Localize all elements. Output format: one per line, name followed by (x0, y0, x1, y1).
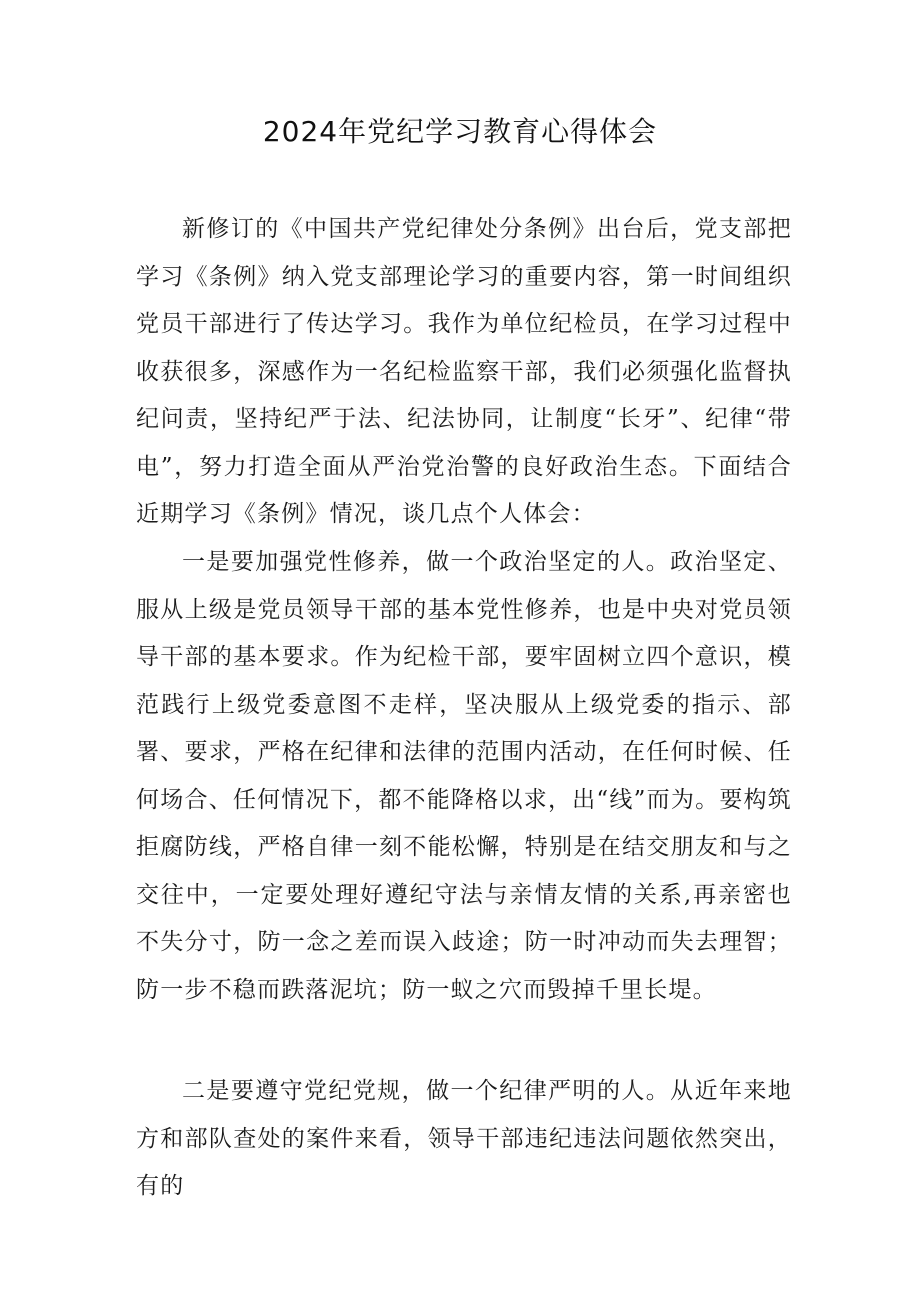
paragraph-point-two: 二是要遵守党纪党规，做一个纪律严明的人。从近年来地方和部队查处的案件来看，领导干部违纪违法问题依然突出，有的 (136, 1078, 792, 1199)
paragraph-intro: 新修订的《中国共产党纪律处分条例》出台后，党支部把学习《条例》纳入党支部理论学习的重要内容，第一时间组织党员干部进行了传达学习。我作为单位纪检员，在学习过程中收获很多，深感作为一名纪检监察干部，我们必须强化监督执纪问责，坚持纪严于法、纪法协同，让制度“长牙”、纪律“带电”，努力打造全面从严治党治警的良好政治生态。下面结合近期学习《条例》情况，谈几点个人体会： (136, 216, 792, 527)
document-title: 2024年党纪学习教育心得体会 (262, 115, 658, 148)
paragraph-point-one: 一是要加强党性修养，做一个政治坚定的人。政治坚定、服从上级是党员领导干部的基本党性修养，也是中央对党员领导干部的基本要求。作为纪检干部，要牢固树立四个意识，模范践行上级党委意图不走样，坚决服从上级党委的指示、部署、要求，严格在纪律和法律的范围内活动，在任何时候、任何场合、任何情况下，都不能降格以求，出“线”而为。要构筑拒腐防线，严格自律一刻不能松懈，特别是在结交朋友和与之交往中，一定要处理好遵纪守法与亲情友情的关系,再亲密也不失分寸，防一念之差而误入歧途；防一时冲动而失去理智；防一步不稳而跌落泥坑；防一蚁之穴而毁掉千里长堤。 (136, 549, 792, 1003)
